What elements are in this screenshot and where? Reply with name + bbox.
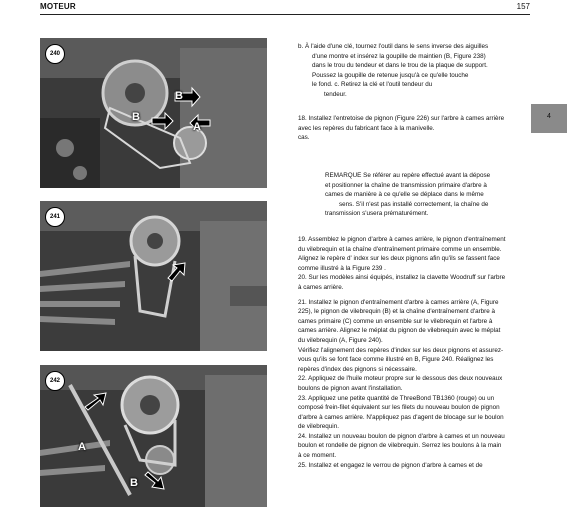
text-line: 22. Appliquez de l'huile moteur propre sur le dessous des deux nouveaux	[298, 375, 503, 383]
text-line: tendeur.	[324, 90, 347, 98]
note-line: REMARQUE Se référer au repère effectué avant la dépose	[325, 172, 491, 179]
note-line: cames de manière à ce qu'elle se déplace dans le même	[325, 191, 484, 199]
page-number: 157	[516, 2, 530, 11]
text-line: 24. Installez un nouveau boulon de pignon d'arbre à cames et un nouveau	[298, 432, 505, 440]
text-line: vous qu'ils se font face comme illustré en B, Figure 240. Réalignez les	[298, 356, 494, 364]
callout-a: A	[78, 441, 86, 453]
engine-photo-241	[40, 201, 267, 351]
text-line: Vérifiez l'alignement des repères d'index sur les deux pignons et assurez-	[298, 346, 504, 354]
text-line: b. À l'aide d'une clé, tournez l'outil dans le sens inverse des aiguilles	[298, 43, 489, 50]
text-line: dans le trou du tendeur et dans le trou de la plaque de support.	[312, 62, 488, 70]
step-18	[298, 114, 532, 143]
figure-number-241: 241	[45, 207, 65, 227]
text-line: 225), le pignon de vilebrequin (B) et la chaîne d'entraînement d'arbre à	[298, 308, 496, 316]
text-line: boulons de pignon avant l'installation.	[298, 384, 403, 392]
note-line: sens. S'il n'est pas installé correctement, la chaîne de	[339, 200, 489, 208]
text-line: d'arbre à cames arrière. N'appliquez pas d'agent de blocage sur le boulon	[298, 413, 504, 421]
callout-b-upper: B	[175, 90, 183, 102]
text-line: de vilebrequin.	[298, 423, 339, 431]
engine-photo-242	[40, 365, 267, 507]
text-line: 21. Installez le pignon d'entraînement d'arbre à cames arrière (A, Figure	[298, 298, 499, 306]
steps-19-25	[298, 235, 532, 470]
callout-b: B	[130, 477, 138, 489]
text-line: à ce moment.	[298, 452, 337, 460]
engine-photo-240	[40, 38, 267, 188]
text-line: à cames arrière.	[298, 283, 344, 291]
text-line: 25. Installez et engagez le verrou de pignon d'arbre à cames et de	[298, 461, 483, 469]
text-line: du vilebrequin (A, Figure 240).	[298, 336, 383, 344]
text-line: le fond. c. Retirez la clé et l'outil tendeur du	[312, 81, 433, 89]
text-line: Poussez la goupille de retenue jusqu'à ce qu'elle touche	[312, 71, 469, 79]
figure-number-240: 240	[45, 44, 65, 64]
text-line: du vilebrequin et la chaîne d'entraînement primaire comme un ensemble.	[298, 245, 502, 253]
figure-241-photo	[40, 201, 267, 351]
callout-b-left: B	[132, 111, 140, 123]
text-line: 19. Assemblez le pignon d'arbre à cames arrière, le pignon d'entraînement	[298, 236, 506, 243]
chapter-tab	[531, 104, 567, 133]
text-line: repères d'index des pignons si nécessaire.	[298, 365, 417, 373]
text-line: comme illustré à la Figure 239 .	[298, 264, 386, 272]
figure-number-242: 242	[45, 371, 65, 391]
text-line: avec les repères du fabricant face à la manivelle.	[298, 124, 435, 132]
text-line: 23. Appliquez une petite quantité de ThreeBond TB1360 (rouge) ou un	[298, 394, 495, 402]
figure-242-photo	[40, 365, 267, 507]
text-line: cas.	[298, 134, 310, 142]
text-line: boulon et rondelle de pignon de vilebrequin. Serrez les boulons à la main	[298, 442, 502, 450]
section-title: MOTEUR	[40, 2, 76, 11]
remarque-note	[325, 171, 505, 219]
instruction-block-b	[298, 42, 532, 100]
text-line: cames arrière. Alignez le méplat du pignon de vilebrequin avec le méplat	[298, 327, 501, 335]
chapter-tab-label: 4	[547, 113, 551, 120]
note-line: et positionner la chaîne de transmission primaire d'arbre à	[325, 181, 487, 189]
text-line: Alignez le repère d' index sur les deux pignons afin qu'ils se fassent face	[298, 255, 500, 263]
text-line: cames primaire (C) comme un ensemble sur le vilebrequin et l'arbre à	[298, 317, 493, 325]
callout-a: A	[193, 121, 201, 133]
text-line: 20. Sur les modèles ainsi équipés, installez la clavette Woodruff sur l'arbre	[298, 274, 506, 282]
text-line: d'une montre et insérez la goupille de maintien (B, Figure 238)	[312, 52, 486, 60]
note-line: transmission s'usera prématurément.	[325, 210, 429, 218]
page-header	[40, 0, 530, 15]
figure-240-photo	[40, 38, 267, 188]
text-line: composé frein-filet équivalent sur les filets du nouveau boulon de pignon	[298, 404, 500, 412]
text-line: 18. Installez l'entretoise de pignon (Figure 226) sur l'arbre à cames arrière	[298, 115, 505, 122]
